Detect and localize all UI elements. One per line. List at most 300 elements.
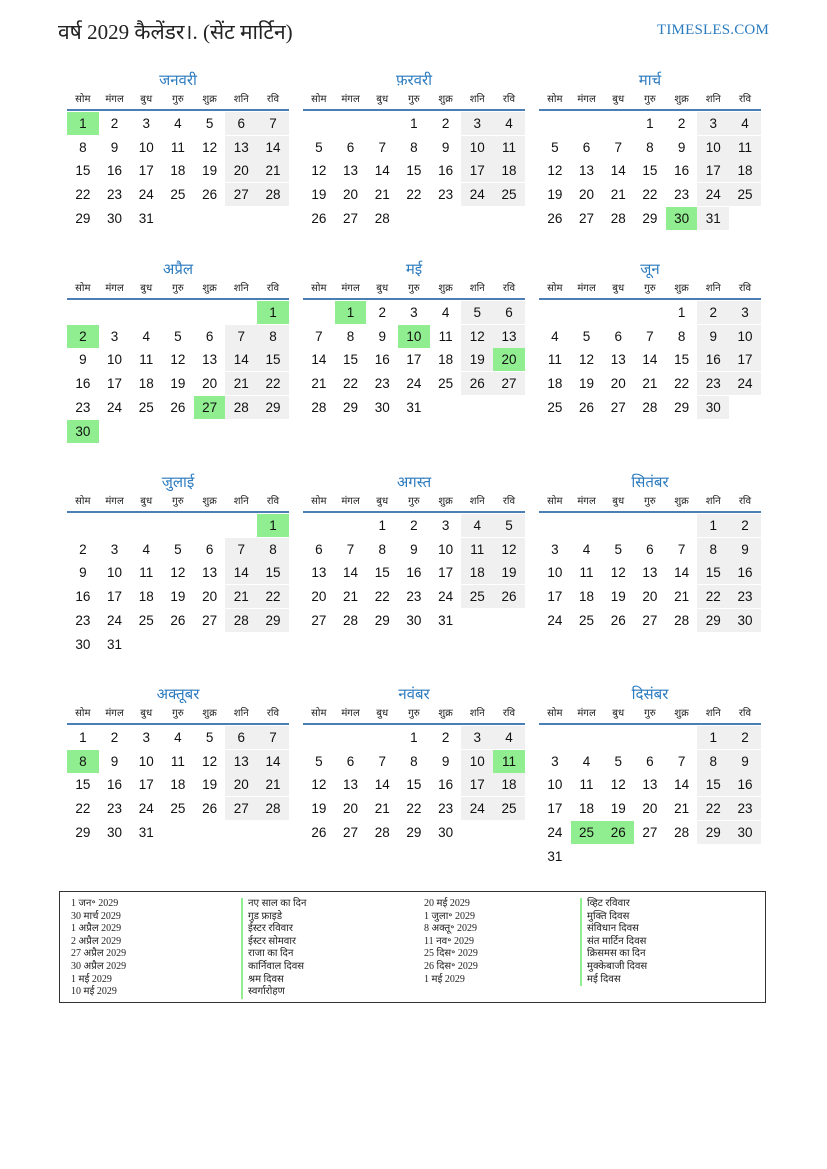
day-cell: 29 <box>257 609 289 632</box>
day-cell: 29 <box>257 396 289 419</box>
day-cell: 4 <box>441 304 450 320</box>
month-name: अगस्त <box>396 475 432 491</box>
weekday-header: शनि <box>225 493 257 513</box>
weekday-header: शुक्र <box>430 91 462 111</box>
holiday-entry: श्रम दिवस <box>241 974 306 987</box>
day-cell: 8 <box>378 541 386 557</box>
day-cell: 12 <box>311 777 327 793</box>
holiday-entry: 11 नव॰ 2029 <box>424 935 474 947</box>
day-cell: 2 <box>110 115 119 131</box>
day-cell: 17 <box>461 159 493 182</box>
day-cell: 16 <box>107 777 123 793</box>
day-cell: 15 <box>257 348 289 371</box>
day-cell: 13 <box>202 352 218 368</box>
day-cell: 7 <box>646 328 654 344</box>
day-cell: 16 <box>406 565 422 581</box>
weekday-header: मंगल <box>99 280 131 300</box>
day-cell: 23 <box>438 801 454 817</box>
weekday-header: बुध <box>366 280 398 300</box>
holiday-entry: मई दिवस <box>580 974 647 987</box>
weekday-header: सोम <box>539 493 571 513</box>
day-cell: 7 <box>378 753 386 769</box>
day-cell: 15 <box>374 565 390 581</box>
day-cell: 7 <box>378 139 386 155</box>
holiday-day-cell: 11 <box>493 750 525 773</box>
day-cell: 26 <box>202 801 218 817</box>
day-cell: 11 <box>493 136 525 159</box>
day-cell: 2 <box>79 541 87 557</box>
day-cell: 13 <box>642 777 658 793</box>
day-cell: 19 <box>610 801 626 817</box>
day-cell: 2 <box>729 514 761 537</box>
weekday-header: बुध <box>366 91 398 111</box>
day-cell: 24 <box>107 399 123 415</box>
day-cell: 18 <box>438 352 454 368</box>
month-name: मार्च <box>638 73 662 89</box>
day-cell: 15 <box>406 163 422 179</box>
day-cell: 5 <box>461 301 493 324</box>
day-cell: 2 <box>378 304 386 320</box>
month-block <box>303 260 525 419</box>
day-cell: 5 <box>174 328 182 344</box>
day-cell: 26 <box>311 824 327 840</box>
day-cell: 20 <box>311 589 327 605</box>
day-cell: 28 <box>674 612 690 628</box>
day-cell: 4 <box>174 729 182 745</box>
month-block <box>539 473 761 632</box>
month-days <box>67 493 289 656</box>
weekday-header: शुक्र <box>666 91 698 111</box>
day-cell: 19 <box>202 777 218 793</box>
day-cell: 8 <box>677 328 686 344</box>
empty-cell <box>602 301 634 324</box>
day-cell: 14 <box>225 348 257 371</box>
weekday-header: गुरु <box>162 280 194 300</box>
weekday-header: मंगल <box>571 91 603 111</box>
day-cell: 28 <box>374 824 390 840</box>
weekday-header: रवि <box>493 280 525 300</box>
weekday-header: रवि <box>729 91 761 111</box>
holiday-day-cell: 8 <box>67 750 99 773</box>
holiday-entry: 1 मई 2029 <box>424 973 465 985</box>
day-cell: 29 <box>343 399 359 415</box>
day-cell: 7 <box>225 325 257 348</box>
day-cell: 12 <box>311 163 327 179</box>
day-cell: 22 <box>75 187 91 203</box>
day-cell: 20 <box>579 187 595 203</box>
day-cell: 4 <box>729 112 761 135</box>
weekday-header: गुरु <box>162 493 194 513</box>
month-days <box>303 280 525 419</box>
day-cell: 4 <box>551 328 559 344</box>
weekday-header: शुक्र <box>430 705 462 725</box>
day-cell: 29 <box>374 612 390 628</box>
day-cell: 13 <box>225 136 257 159</box>
day-cell: 27 <box>343 210 359 226</box>
day-cell: 29 <box>674 399 690 415</box>
day-cell: 26 <box>579 399 595 415</box>
day-cell: 21 <box>610 187 626 203</box>
weekday-header: शुक्र <box>194 493 226 513</box>
day-cell: 17 <box>729 348 761 371</box>
day-cell: 29 <box>642 210 658 226</box>
weekday-header: सोम <box>67 91 99 111</box>
day-cell: 12 <box>493 538 525 561</box>
day-cell: 21 <box>674 589 690 605</box>
month-days <box>67 705 289 844</box>
day-cell: 14 <box>225 561 257 584</box>
weekday-header: शनि <box>461 280 493 300</box>
holiday-entry: मुक्केबाजी दिवस <box>580 961 647 974</box>
day-cell: 13 <box>225 750 257 773</box>
weekday-header: सोम <box>67 493 99 513</box>
day-cell: 25 <box>493 183 525 206</box>
day-cell: 14 <box>674 565 690 581</box>
empty-cell <box>162 301 194 324</box>
holiday-names-left <box>241 898 306 999</box>
day-cell: 1 <box>378 517 386 533</box>
holiday-day-cell: 10 <box>398 325 430 348</box>
holiday-day-cell: 27 <box>194 396 226 419</box>
day-cell: 18 <box>138 589 154 605</box>
day-cell: 24 <box>138 187 154 203</box>
day-cell: 17 <box>547 801 563 817</box>
holiday-dates-right <box>424 898 478 986</box>
weekday-header: गुरु <box>398 493 430 513</box>
day-cell: 12 <box>170 352 186 368</box>
day-cell: 26 <box>170 399 186 415</box>
month-days <box>67 280 289 443</box>
day-cell: 27 <box>225 183 257 206</box>
day-cell: 28 <box>610 210 626 226</box>
day-cell: 8 <box>697 750 729 773</box>
weekday-header: गुरु <box>398 280 430 300</box>
weekday-header: शुक्र <box>666 280 698 300</box>
month-name: दिसंबर <box>631 687 669 703</box>
day-cell: 4 <box>582 753 591 769</box>
day-cell: 15 <box>406 777 422 793</box>
day-cell: 4 <box>461 514 493 537</box>
month-days <box>539 280 761 419</box>
day-cell: 13 <box>610 352 626 368</box>
day-cell: 28 <box>257 797 289 820</box>
day-cell: 20 <box>642 589 658 605</box>
empty-cell <box>67 301 99 324</box>
day-cell: 28 <box>225 609 257 632</box>
day-cell: 24 <box>697 183 729 206</box>
day-cell: 9 <box>110 139 119 155</box>
day-cell: 9 <box>79 352 87 368</box>
day-cell: 1 <box>646 115 654 131</box>
weekday-header: मंगल <box>99 91 131 111</box>
day-cell: 23 <box>406 589 422 605</box>
day-cell: 5 <box>614 541 622 557</box>
day-cell: 2 <box>697 301 729 324</box>
day-cell: 10 <box>547 777 563 793</box>
weekday-header: गुरु <box>162 91 194 111</box>
holiday-entry: क्रिसमस का दिन <box>580 948 647 961</box>
day-cell: 6 <box>614 328 622 344</box>
day-cell: 11 <box>579 777 594 793</box>
month-block <box>67 260 289 443</box>
day-cell: 16 <box>697 348 729 371</box>
day-cell: 23 <box>107 187 123 203</box>
day-cell: 28 <box>642 399 658 415</box>
day-cell: 18 <box>547 376 563 392</box>
day-cell: 21 <box>311 376 327 392</box>
holiday-entry: 1 अप्रैल 2029 <box>71 923 122 935</box>
month-name: जनवरी <box>159 73 197 89</box>
day-cell: 3 <box>142 115 150 131</box>
holiday-entry: मुक्ति दिवस <box>580 911 647 924</box>
day-cell: 23 <box>438 187 454 203</box>
day-cell: 11 <box>579 565 594 581</box>
day-cell: 21 <box>225 585 257 608</box>
day-cell: 28 <box>225 396 257 419</box>
weekday-header: बुध <box>130 493 162 513</box>
holiday-entry: 8 अक्तू॰ 2029 <box>424 923 477 935</box>
holiday-entry: 1 मई 2029 <box>71 973 112 985</box>
weekday-header: सोम <box>539 91 571 111</box>
day-cell: 12 <box>170 565 186 581</box>
day-cell: 22 <box>674 376 690 392</box>
day-cell: 6 <box>346 139 355 155</box>
day-cell: 2 <box>410 517 418 533</box>
holiday-entry: कार्निवाल दिवस <box>241 961 306 974</box>
day-cell: 9 <box>677 139 686 155</box>
holiday-entry: ईस्टर सोमवार <box>241 936 306 949</box>
day-cell: 28 <box>311 399 327 415</box>
weekday-header: रवि <box>493 493 525 513</box>
day-cell: 3 <box>410 304 418 320</box>
day-cell: 25 <box>579 612 595 628</box>
day-cell: 31 <box>138 210 154 226</box>
day-cell: 16 <box>729 773 761 796</box>
day-cell: 20 <box>202 376 218 392</box>
day-cell: 22 <box>75 801 91 817</box>
month-block <box>67 473 289 656</box>
empty-cell <box>335 514 367 537</box>
weekday-header: बुध <box>130 705 162 725</box>
day-cell: 9 <box>441 139 450 155</box>
day-cell: 23 <box>729 797 761 820</box>
day-cell: 21 <box>374 187 390 203</box>
day-cell: 18 <box>579 801 595 817</box>
day-cell: 14 <box>257 750 289 773</box>
day-cell: 1 <box>79 729 87 745</box>
day-cell: 4 <box>142 328 150 344</box>
empty-cell <box>99 301 131 324</box>
weekday-header: शनि <box>697 91 729 111</box>
day-cell: 3 <box>441 517 450 533</box>
day-cell: 22 <box>642 187 658 203</box>
weekday-header: सोम <box>67 705 99 725</box>
day-cell: 25 <box>493 797 525 820</box>
day-cell: 16 <box>75 589 91 605</box>
holiday-entry: संविधान दिवस <box>580 923 647 936</box>
holiday-entry: व्हिट रविवार <box>580 898 647 911</box>
empty-cell <box>539 726 571 749</box>
day-cell: 28 <box>674 824 690 840</box>
weekday-header: शुक्र <box>430 493 462 513</box>
holiday-entry: गुड फ्राइडे <box>241 911 306 924</box>
month-block <box>539 71 761 230</box>
day-cell: 5 <box>582 328 591 344</box>
weekday-header: शुक्र <box>194 705 226 725</box>
day-cell: 11 <box>139 565 154 581</box>
day-cell: 13 <box>343 777 359 793</box>
day-cell: 21 <box>257 773 289 796</box>
empty-cell <box>602 514 634 537</box>
day-cell: 13 <box>579 163 595 179</box>
day-cell: 12 <box>610 777 626 793</box>
day-cell: 29 <box>406 824 422 840</box>
day-cell: 31 <box>547 848 563 864</box>
day-cell: 9 <box>729 750 761 773</box>
day-cell: 17 <box>547 589 563 605</box>
day-cell: 9 <box>79 565 87 581</box>
holiday-entry: संत मार्टिन दिवस <box>580 936 647 949</box>
day-cell: 22 <box>374 589 390 605</box>
month-days <box>303 705 525 844</box>
weekday-header: बुध <box>366 493 398 513</box>
day-cell: 6 <box>205 541 214 557</box>
day-cell: 25 <box>138 399 154 415</box>
day-cell: 22 <box>406 801 422 817</box>
day-cell: 26 <box>311 210 327 226</box>
day-cell: 5 <box>205 729 214 745</box>
day-cell: 18 <box>138 376 154 392</box>
day-cell: 30 <box>75 636 91 652</box>
month-name: अक्तूबर <box>156 687 200 703</box>
day-cell: 15 <box>75 777 91 793</box>
day-cell: 22 <box>406 187 422 203</box>
weekday-header: शुक्र <box>430 280 462 300</box>
day-cell: 15 <box>257 561 289 584</box>
day-cell: 10 <box>547 565 563 581</box>
day-cell: 6 <box>646 541 654 557</box>
weekday-header: शुक्र <box>666 705 698 725</box>
holiday-day-cell: 25 <box>571 821 603 844</box>
holiday-entry: नए साल का दिन <box>241 898 306 911</box>
weekday-header: गुरु <box>634 280 666 300</box>
day-cell: 20 <box>343 187 359 203</box>
day-cell: 16 <box>107 163 123 179</box>
weekday-header: रवि <box>257 493 289 513</box>
weekday-header: बुध <box>130 280 162 300</box>
day-cell: 1 <box>677 304 686 320</box>
day-cell: 11 <box>139 352 154 368</box>
day-cell: 9 <box>729 538 761 561</box>
empty-cell <box>539 301 571 324</box>
day-cell: 25 <box>729 183 761 206</box>
day-cell: 6 <box>225 112 257 135</box>
day-cell: 20 <box>225 773 257 796</box>
day-cell: 3 <box>551 541 559 557</box>
day-cell: 23 <box>697 372 729 395</box>
holiday-day-cell: 26 <box>602 821 634 844</box>
day-cell: 9 <box>410 541 418 557</box>
weekday-header: रवि <box>257 280 289 300</box>
day-cell: 21 <box>674 801 690 817</box>
day-cell: 10 <box>729 325 761 348</box>
day-cell: 30 <box>729 609 761 632</box>
day-cell: 19 <box>461 348 493 371</box>
weekday-header: शनि <box>697 493 729 513</box>
day-cell: 6 <box>493 301 525 324</box>
holiday-entry: 30 मार्च 2029 <box>71 910 121 922</box>
empty-cell <box>366 726 398 749</box>
day-cell: 2 <box>677 115 686 131</box>
day-cell: 28 <box>374 210 390 226</box>
weekday-header: मंगल <box>99 493 131 513</box>
day-cell: 27 <box>202 612 218 628</box>
day-cell: 17 <box>138 163 154 179</box>
empty-cell <box>634 301 666 324</box>
day-cell: 13 <box>202 565 218 581</box>
day-cell: 27 <box>642 824 658 840</box>
day-cell: 21 <box>642 376 658 392</box>
holiday-day-cell: 1 <box>67 112 99 135</box>
weekday-header: मंगल <box>99 705 131 725</box>
day-cell: 26 <box>202 187 218 203</box>
weekday-header: गुरु <box>634 91 666 111</box>
day-cell: 19 <box>493 561 525 584</box>
day-cell: 10 <box>438 541 454 557</box>
day-cell: 3 <box>551 753 559 769</box>
weekday-header: शनि <box>697 280 729 300</box>
empty-cell <box>335 726 367 749</box>
day-cell: 19 <box>170 376 186 392</box>
weekday-header: रवि <box>257 91 289 111</box>
day-cell: 23 <box>75 399 91 415</box>
day-cell: 10 <box>138 139 154 155</box>
day-cell: 5 <box>174 541 182 557</box>
day-cell: 10 <box>107 565 123 581</box>
month-name: मई <box>405 262 423 278</box>
day-cell: 16 <box>75 376 91 392</box>
day-cell: 2 <box>110 729 119 745</box>
day-cell: 13 <box>343 163 359 179</box>
empty-cell <box>130 514 162 537</box>
day-cell: 5 <box>614 753 622 769</box>
day-cell: 13 <box>642 565 658 581</box>
day-cell: 14 <box>257 136 289 159</box>
site-link[interactable]: TIMESLES.COM <box>657 22 769 38</box>
weekday-header: मंगल <box>335 280 367 300</box>
day-cell: 9 <box>110 753 119 769</box>
day-cell: 27 <box>579 210 595 226</box>
day-cell: 11 <box>170 753 185 769</box>
holiday-entry: 10 मई 2029 <box>71 986 117 998</box>
day-cell: 17 <box>461 773 493 796</box>
holiday-entry: 27 अप्रैल 2029 <box>71 948 127 960</box>
day-cell: 25 <box>170 187 186 203</box>
day-cell: 3 <box>110 541 119 557</box>
weekday-header: सोम <box>303 705 335 725</box>
month-block <box>539 685 761 868</box>
day-cell: 24 <box>107 612 123 628</box>
day-cell: 11 <box>170 139 185 155</box>
empty-cell <box>303 112 335 135</box>
weekday-header: रवि <box>257 705 289 725</box>
day-cell: 24 <box>729 372 761 395</box>
day-cell: 7 <box>257 726 289 749</box>
day-cell: 27 <box>343 824 359 840</box>
day-cell: 27 <box>225 797 257 820</box>
day-cell: 14 <box>311 352 327 368</box>
month-days <box>539 493 761 632</box>
